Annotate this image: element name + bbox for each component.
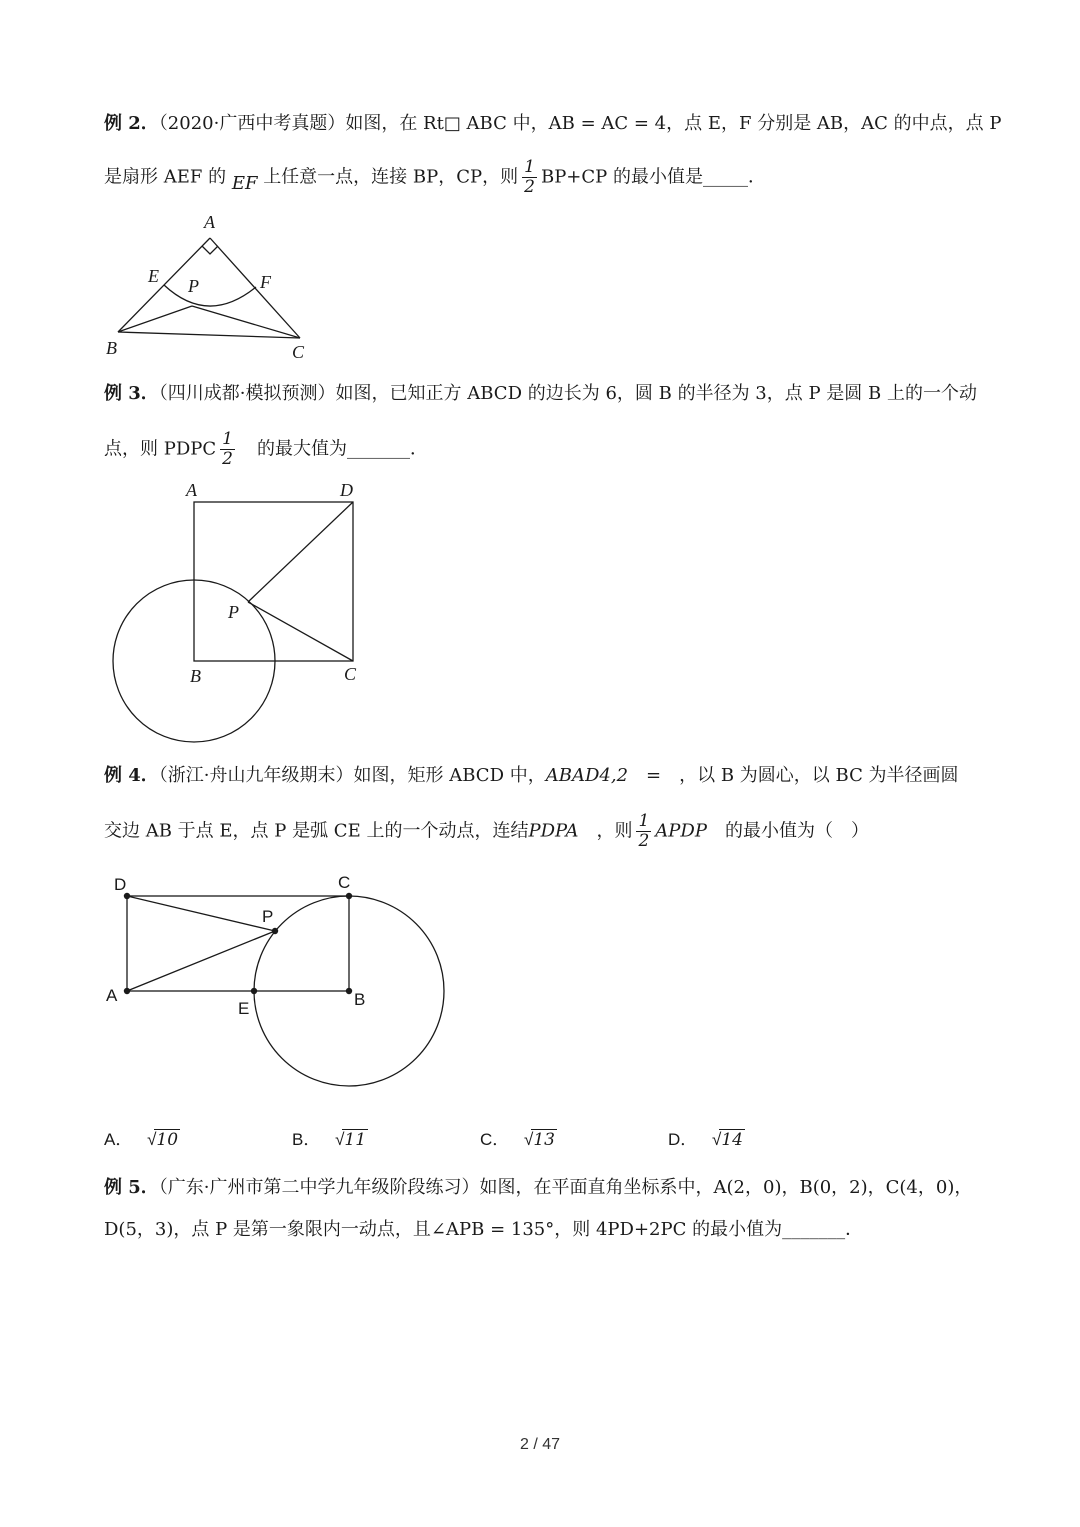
ex4-point-e (251, 988, 257, 994)
ex4-option-a (104, 1125, 180, 1150)
ex2-line2 (104, 158, 766, 197)
ex2-label-e: E (148, 266, 159, 286)
ex5-text-2: D(5，3)，点 P 是第一象限内一动点，且∠APB = 135°，则 4PD+2PC 的最小值为_______． (104, 1219, 864, 1240)
page-number: 2 / 47 (519, 1436, 561, 1453)
ex5-text-1: （广东·广州市第二中学九年级阶段练习）如图，在平面直角坐标系中，A(2，0)，B(0，2)，C(4，0)， (158, 1177, 973, 1198)
ex4-label-e: E (238, 999, 250, 1018)
ex3-label-b: B (190, 666, 201, 686)
ex3-label-d: D (340, 480, 353, 500)
ex2-text-2c: BP+CP 的最小值是_____． (540, 166, 766, 188)
ex3-figure (100, 478, 380, 750)
ex4-segment-ap (127, 931, 275, 991)
ex2-arc-ef: EF (231, 172, 258, 194)
ex2-fraction (522, 158, 537, 197)
ex3-segment-pd (248, 502, 353, 602)
ex3-label: 例 3． (104, 383, 159, 404)
ex4-expr-pd-pa: PDPA (528, 820, 579, 842)
ex4-point-a (124, 988, 130, 994)
ex4-label-d: D (114, 875, 127, 894)
ex2-label-b: B (106, 338, 117, 358)
ex4-option-c (480, 1125, 557, 1150)
ex4-text-2c: 的最小值为（ ） (724, 820, 869, 842)
ex4-option-b-letter: B． (292, 1130, 321, 1149)
ex4-option-a-value: 10 (156, 1130, 179, 1150)
ex3-fraction (220, 430, 235, 469)
ex2-frac-num: 1 (524, 157, 535, 177)
ex4-line2 (104, 812, 869, 851)
ex4-frac-num: 1 (638, 811, 650, 831)
ex4-option-a-letter: A． (104, 1130, 133, 1149)
ex3-label-p: P (228, 602, 239, 622)
ex4-option-a-sqrt: √10 (147, 1130, 179, 1150)
ex2-side-bc (118, 332, 300, 338)
ex5-line1 (104, 1176, 972, 1200)
ex2-frac-den: 2 (524, 177, 535, 197)
ex4-option-c-sqrt: √13 (524, 1130, 555, 1150)
ex4-figure (100, 868, 460, 1096)
ex4-option-b-value: 11 (344, 1130, 367, 1150)
ex3-square (194, 502, 353, 661)
ex4-fraction (636, 812, 651, 851)
ex4-rectangle (127, 896, 349, 991)
ex2-text-2b: 上任意一点，连接 BP，CP，则 (263, 166, 519, 188)
ex5-line2 (104, 1218, 863, 1242)
ex3-text-1: （四川成都·模拟预测）如图，已知正方 ABCD 的边长为 6，圆 B 的半径为 3，点 P 是圆 B 上的一个动 (158, 383, 977, 404)
ex2-label-f: F (260, 272, 271, 292)
ex2-text-1: （2020·广西中考真题）如图，在 Rt□ ABC 中，AB = AC = 4，点 E，F 分别是 AB，AC 的中点，点 P (158, 113, 1002, 134)
ex4-point-c (346, 893, 352, 899)
ex2-label-a: A (204, 212, 215, 232)
ex3-line2 (104, 430, 428, 469)
ex2-label-p: P (188, 276, 199, 296)
ex4-point-b (346, 988, 352, 994)
ex4-option-d-letter: D． (668, 1130, 698, 1149)
ex4-text-1a: （浙江·舟山九年级期末）如图，矩形 ABCD 中， (158, 765, 546, 786)
ex4-segment-dp (127, 896, 275, 931)
ex3-text-2b: 的最大值为_______． (256, 438, 428, 460)
ex4-option-c-value: 13 (533, 1130, 555, 1150)
ex4-label-p: P (262, 907, 274, 926)
ex4-label-c: C (338, 873, 351, 892)
ex4-label-a: A (106, 986, 118, 1005)
ex3-frac-den: 2 (222, 449, 233, 469)
ex4-option-d-value: 14 (721, 1130, 743, 1150)
ex3-frac-num: 1 (222, 429, 233, 449)
ex4-text-2a: 交边 AB 于点 E，点 P 是弧 CE 上的一个动点，连结 (104, 820, 529, 842)
ex2-segment-cp (192, 306, 300, 338)
ex4-option-c-letter: C． (480, 1130, 510, 1149)
ex5-label: 例 5． (104, 1177, 159, 1198)
ex2-label: 例 2． (104, 113, 159, 134)
ex4-option-b (292, 1125, 368, 1150)
ex4-expr-ap-dp: APDP (655, 820, 707, 842)
ex2-text-2a: 是扇形 AEF 的 (104, 166, 227, 188)
ex2-line1 (104, 112, 1001, 136)
ex3-segment-pc (248, 602, 353, 661)
ex3-text-2a: 点，则 PDPC (104, 438, 217, 460)
ex2-label-c: C (292, 342, 305, 362)
ex4-expr-ab-ad: ABAD4,2 (545, 765, 629, 786)
ex3-line1 (104, 382, 977, 406)
ex2-right-angle-mark (202, 246, 218, 254)
ex4-label: 例 4． (104, 765, 159, 786)
ex4-option-d (668, 1125, 745, 1150)
ex3-label-a: A (186, 480, 197, 500)
ex4-point-p (272, 928, 278, 934)
ex2-arc (164, 285, 256, 306)
ex4-option-b-sqrt: √11 (335, 1130, 367, 1150)
ex2-segment-bp (118, 306, 192, 332)
ex2-figure (100, 208, 330, 368)
ex4-option-d-sqrt: √14 (712, 1130, 743, 1150)
ex4-label-b: B (354, 990, 366, 1009)
ex4-line1 (104, 764, 959, 788)
ex4-text-2b: ，则 (596, 820, 633, 842)
ex4-frac-den: 2 (638, 831, 650, 851)
ex4-text-1b: = ，以 B 为圆心，以 BC 为半径画圆 (646, 765, 959, 786)
ex3-label-c: C (344, 664, 357, 684)
